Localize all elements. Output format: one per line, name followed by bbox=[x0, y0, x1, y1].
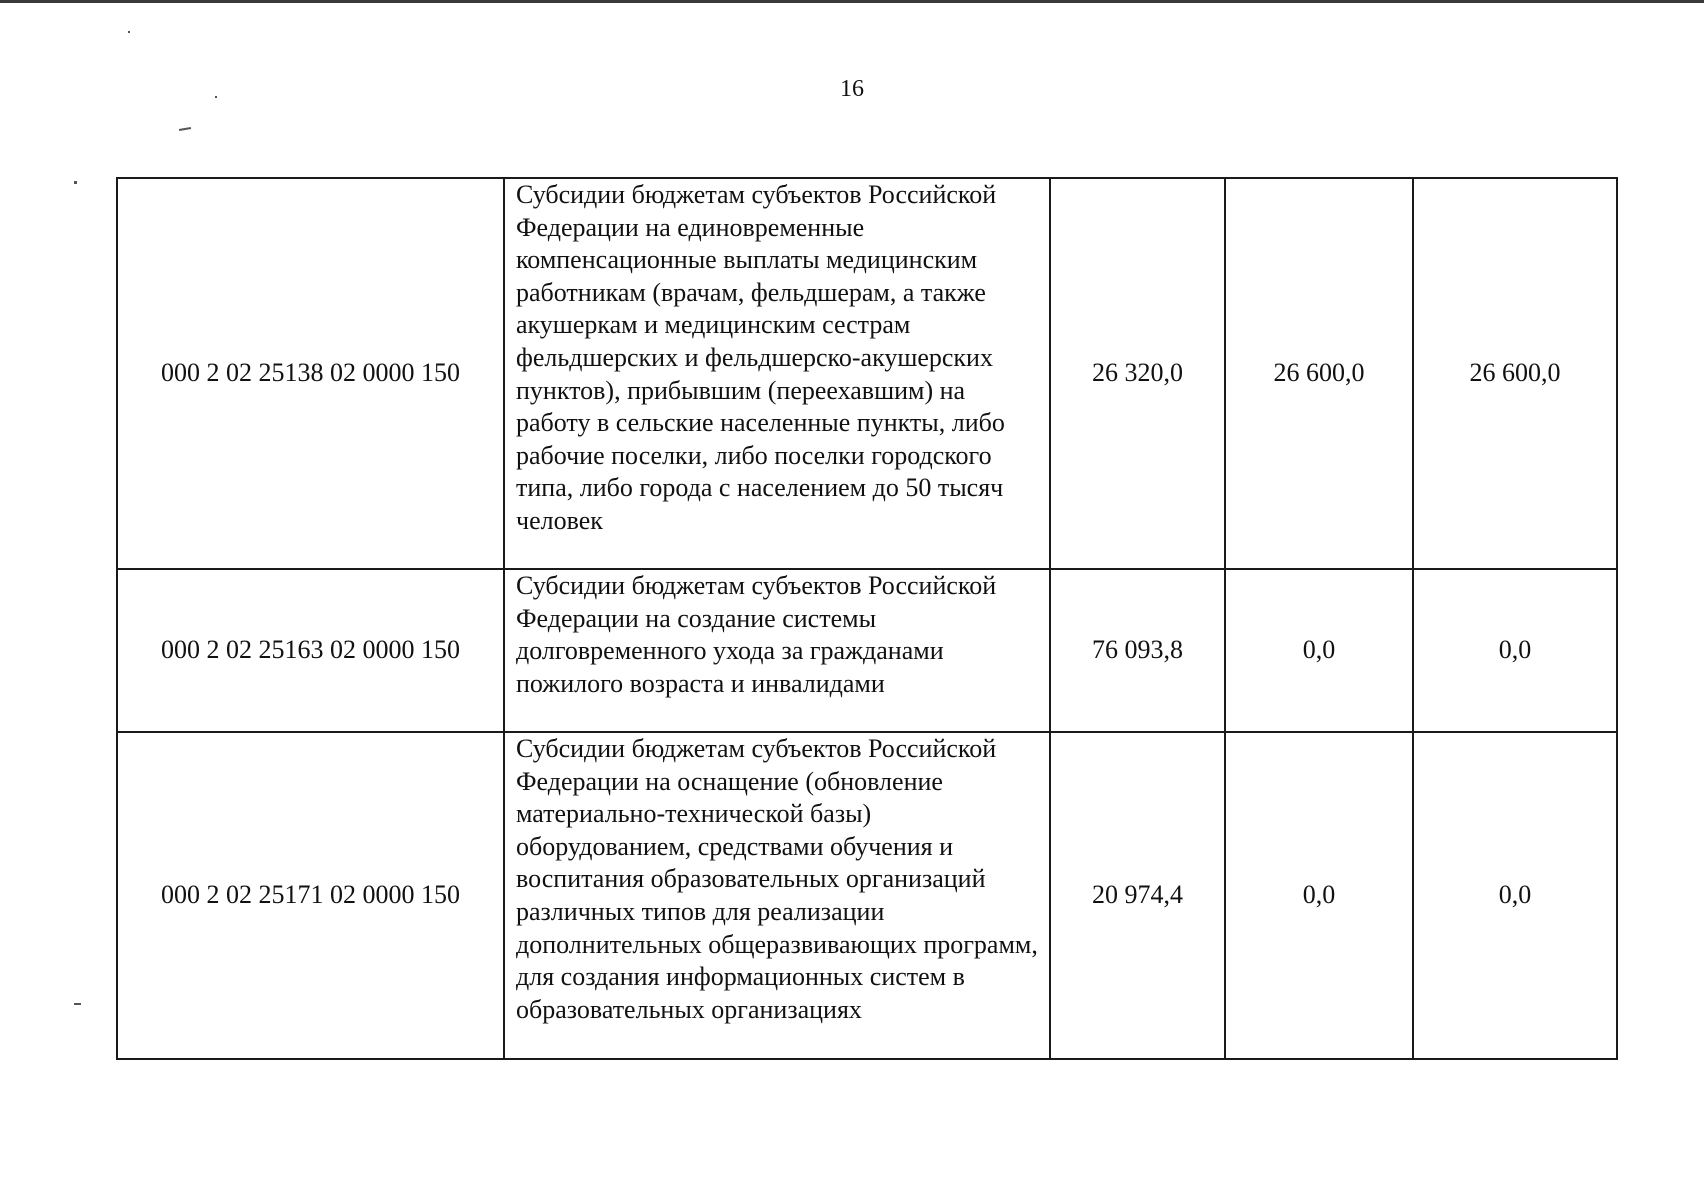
budget-code: 000 2 02 25163 02 0000 150 bbox=[117, 569, 504, 732]
amount-year-1: 76 093,8 bbox=[1050, 569, 1225, 732]
amount-year-2: 0,0 bbox=[1225, 732, 1413, 1059]
amount-year-2: 26 600,0 bbox=[1225, 178, 1413, 569]
amount-year-3: 0,0 bbox=[1413, 732, 1617, 1059]
scan-mark bbox=[179, 127, 191, 131]
table-row bbox=[117, 569, 1617, 732]
budget-table bbox=[116, 177, 1618, 1060]
description: Субсидии бюджетам субъектов Российской Федерации на оснащение (обновление материально-технической базы) оборудованием, средствами обучения и воспитания образовательных организаций различных типов для реализации дополнительных общеразвивающих программ, для создания информационных систем в образовательных организациях bbox=[504, 732, 1050, 1059]
scan-mark bbox=[128, 31, 130, 33]
page-number: 16 bbox=[840, 76, 864, 102]
budget-code: 000 2 02 25138 02 0000 150 bbox=[117, 178, 504, 569]
scan-mark bbox=[74, 1003, 81, 1005]
table-row bbox=[117, 732, 1617, 1059]
amount-year-3: 26 600,0 bbox=[1413, 178, 1617, 569]
description: Субсидии бюджетам субъектов Российской Федерации на единовременные компенсационные выплаты медицинским работникам (врачам, фельдшерам, а также акушеркам и медицинским сестрам фельдшерских и фельдшерско-акушерских пунктов), прибывшим (переехавшим) на работу в сельские населенные пункты, либо рабочие поселки, либо поселки городского типа, либо города с населением до 50 тысяч человек bbox=[504, 178, 1050, 569]
amount-year-1: 26 320,0 bbox=[1050, 178, 1225, 569]
description: Субсидии бюджетам субъектов Российской Федерации на создание системы долговременного ухода за гражданами пожилого возраста и инвалидами bbox=[504, 569, 1050, 732]
amount-year-1: 20 974,4 bbox=[1050, 732, 1225, 1059]
amount-year-2: 0,0 bbox=[1225, 569, 1413, 732]
scan-mark bbox=[74, 181, 77, 184]
table-row bbox=[117, 178, 1617, 569]
budget-code: 000 2 02 25171 02 0000 150 bbox=[117, 732, 504, 1059]
amount-year-3: 0,0 bbox=[1413, 569, 1617, 732]
top-border-rule bbox=[0, 0, 1704, 3]
